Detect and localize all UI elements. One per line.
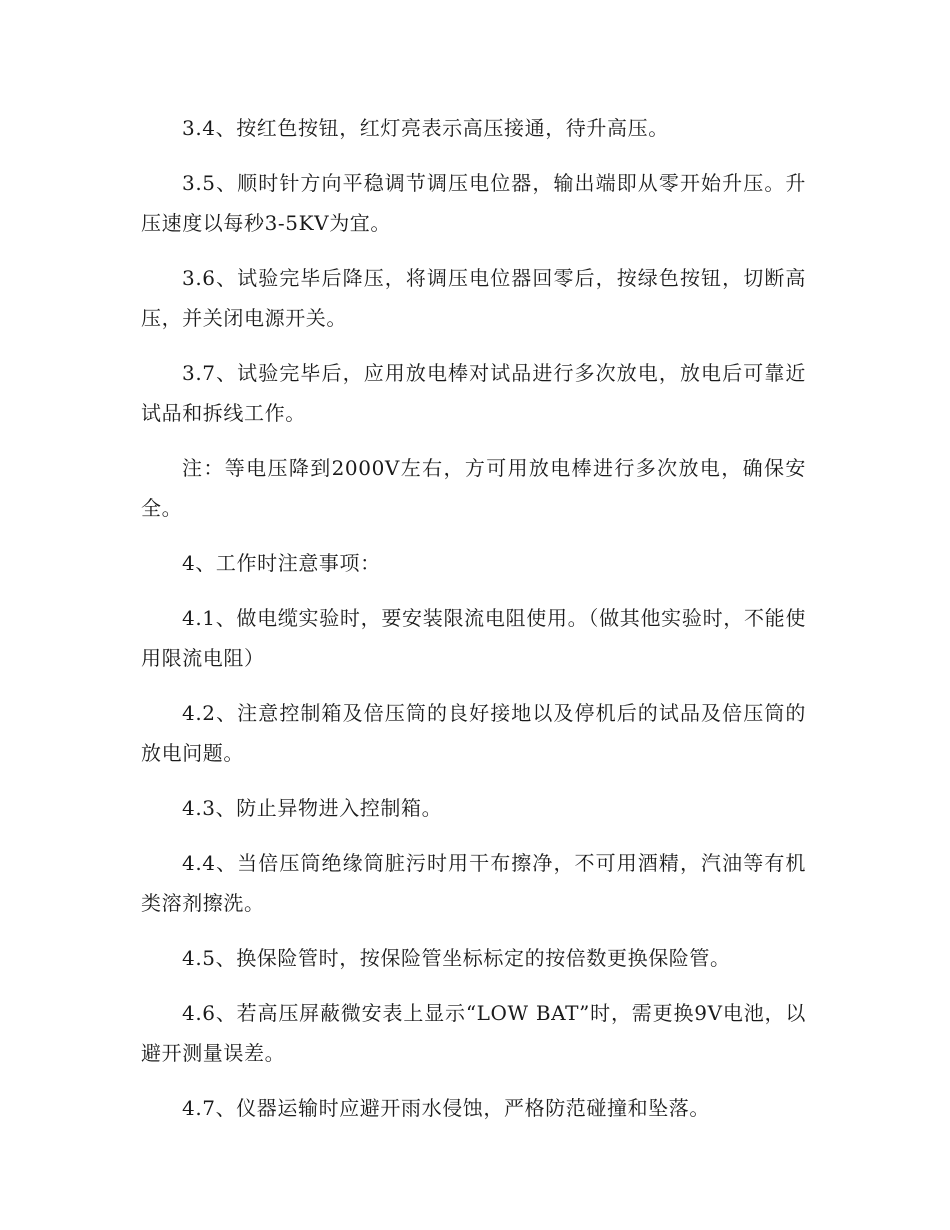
paragraph-3-5: 3.5、顺时针方向平稳调节调压电位器，输出端即从零开始升压。升压速度以每秒3-5KV为宜。 <box>141 171 806 235</box>
paragraph-4-5: 4.5、换保险管时，按保险管坐标标定的按倍数更换保险管。 <box>182 946 731 970</box>
paragraph-4-4: 4.4、当倍压筒绝缘筒脏污时用干布擦净，不可用酒精，汽油等有机类溶剂擦洗。 <box>141 851 806 915</box>
paragraph-4-3: 4.3、防止异物进入控制箱。 <box>182 796 443 820</box>
paragraph-4-6: 4.6、若高压屏蔽微安表上显示“LOW BAT”时，需更换9V电池，以避开测量误差。 <box>141 1001 806 1065</box>
document-body <box>141 108 806 1143</box>
paragraph-3-6: 3.6、试验完毕后降压，将调压电位器回零后，按绿色按钮，切断高压，并关闭电源开关。 <box>141 266 806 330</box>
paragraph-4-2: 4.2、注意控制箱及倍压筒的良好接地以及停机后的试品及倍压筒的放电问题。 <box>141 701 806 765</box>
paragraph-4-1: 4.1、做电缆实验时，要安装限流电阻使用。（做其他实验时，不能使用限流电阻） <box>141 606 806 670</box>
paragraph-3-7: 3.7、试验完毕后，应用放电棒对试品进行多次放电，放电后可靠近试品和拆线工作。 <box>141 361 806 425</box>
paragraph-4-7: 4.7、仪器运输时应避开雨水侵蚀，严格防范碰撞和坠落。 <box>182 1096 711 1120</box>
section-heading-4: 4、工作时注意事项： <box>182 551 381 575</box>
paragraph-note: 注：等电压降到2000V左右，方可用放电棒进行多次放电，确保安全。 <box>141 456 806 520</box>
paragraph-3-4: 3.4、按红色按钮，红灯亮表示高压接通，待升高压。 <box>182 116 669 140</box>
